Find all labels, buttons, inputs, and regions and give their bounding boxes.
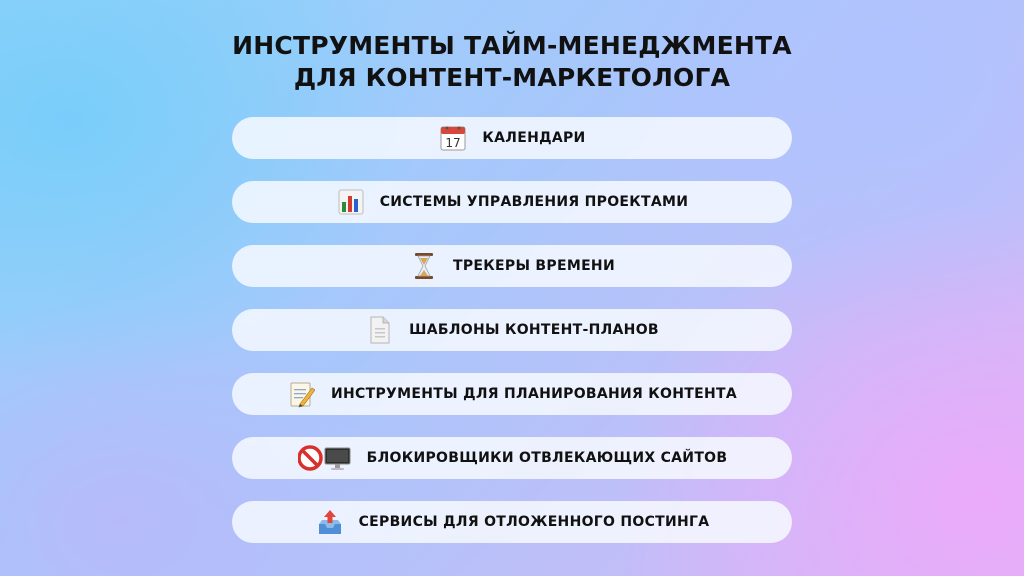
calendar-icon	[438, 123, 468, 153]
list-item-calendars	[232, 117, 792, 159]
list-item-content-planning-tools	[232, 373, 792, 415]
title-line-2: ДЛЯ КОНТЕНТ-МАРКЕТОЛОГА	[293, 63, 731, 92]
list-item-content-plan-templates	[232, 309, 792, 351]
hourglass-icon	[409, 251, 439, 281]
list-item-label: ТРЕКЕРЫ ВРЕМЕНИ	[453, 258, 615, 274]
list-item-site-blockers	[232, 437, 792, 479]
list-item-label: БЛОКИРОВЩИКИ ОТВЛЕКАЮЩИХ САЙТОВ	[366, 450, 728, 466]
list-item-label: СИСТЕМЫ УПРАВЛЕНИЯ ПРОЕКТАМИ	[379, 194, 689, 210]
outbox-tray-icon	[315, 507, 345, 537]
list-item-project-management	[232, 181, 792, 223]
title-line-1: ИНСТРУМЕНТЫ ТАЙМ-МЕНЕДЖМЕНТА	[232, 31, 792, 60]
document-icon	[365, 315, 395, 345]
page-title	[0, 30, 1024, 94]
list-item-scheduled-posting	[232, 501, 792, 543]
svg-text:17: 17	[445, 136, 462, 150]
bar-chart-icon	[336, 187, 366, 217]
list-item-label: ИНСТРУМЕНТЫ ДЛЯ ПЛАНИРОВАНИЯ КОНТЕНТА	[331, 386, 737, 402]
list-item-time-trackers	[232, 245, 792, 287]
list-item-label: КАЛЕНДАРИ	[482, 130, 586, 146]
memo-pencil-icon	[287, 379, 317, 409]
list-item-label: ШАБЛОНЫ КОНТЕНТ-ПЛАНОВ	[409, 322, 659, 338]
list-item-label: СЕРВИСЫ ДЛЯ ОТЛОЖЕННОГО ПОСТИНГА	[358, 514, 710, 530]
no-entry-monitor-icon	[297, 443, 353, 473]
